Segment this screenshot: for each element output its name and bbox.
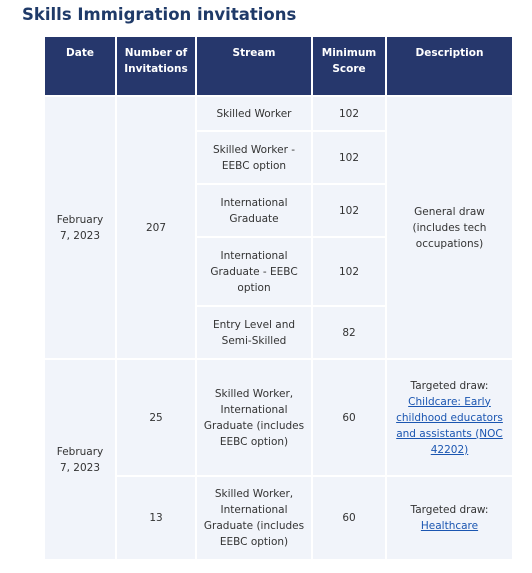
description-prefix: Targeted draw:	[410, 504, 489, 516]
invitations-table	[43, 35, 514, 561]
score-cell: 102	[313, 238, 385, 305]
score-cell: 102	[313, 97, 385, 130]
score-cell: 102	[313, 132, 385, 183]
description-cell	[387, 477, 512, 559]
stream-cell: Skilled Worker, International Graduate (includes EEBC option)	[197, 477, 311, 559]
healthcare-link[interactable]: Healthcare	[420, 520, 479, 532]
table-row	[45, 477, 512, 559]
stream-cell: International Graduate - EEBC option	[197, 238, 311, 305]
date-cell: February 7, 2023	[45, 97, 115, 358]
score-cell: 60	[313, 360, 385, 475]
invitations-cell: 13	[117, 477, 195, 559]
invitations-cell: 207	[117, 97, 195, 358]
stream-cell: Skilled Worker - EEBC option	[197, 132, 311, 183]
table-header-row	[45, 37, 512, 95]
description-cell	[387, 360, 512, 475]
page-title: Skills Immigration invitations	[22, 5, 297, 24]
stream-cell: Skilled Worker, International Graduate (includes EEBC option)	[197, 360, 311, 475]
stream-cell: Skilled Worker	[197, 97, 311, 130]
header-description: Description	[387, 37, 512, 95]
invitations-cell: 25	[117, 360, 195, 475]
table-row	[45, 360, 512, 475]
header-number-of-invitations: Number of Invitations	[117, 37, 195, 95]
table-row	[45, 97, 512, 130]
stream-cell: International Graduate	[197, 185, 311, 236]
description-prefix: Targeted draw:	[410, 379, 489, 392]
score-cell: 60	[313, 477, 385, 559]
header-stream: Stream	[197, 37, 311, 95]
date-cell: February 7, 2023	[45, 360, 115, 559]
childcare-link[interactable]: Childcare: Early childhood educators and assistants (NOC 42202)	[396, 395, 503, 456]
description-cell: General draw (includes tech occupations)	[387, 97, 512, 358]
stream-cell: Entry Level and Semi-Skilled	[197, 307, 311, 358]
score-cell: 82	[313, 307, 385, 358]
header-date: Date	[45, 37, 115, 95]
header-minimum-score: Minimum Score	[313, 37, 385, 95]
score-cell: 102	[313, 185, 385, 236]
